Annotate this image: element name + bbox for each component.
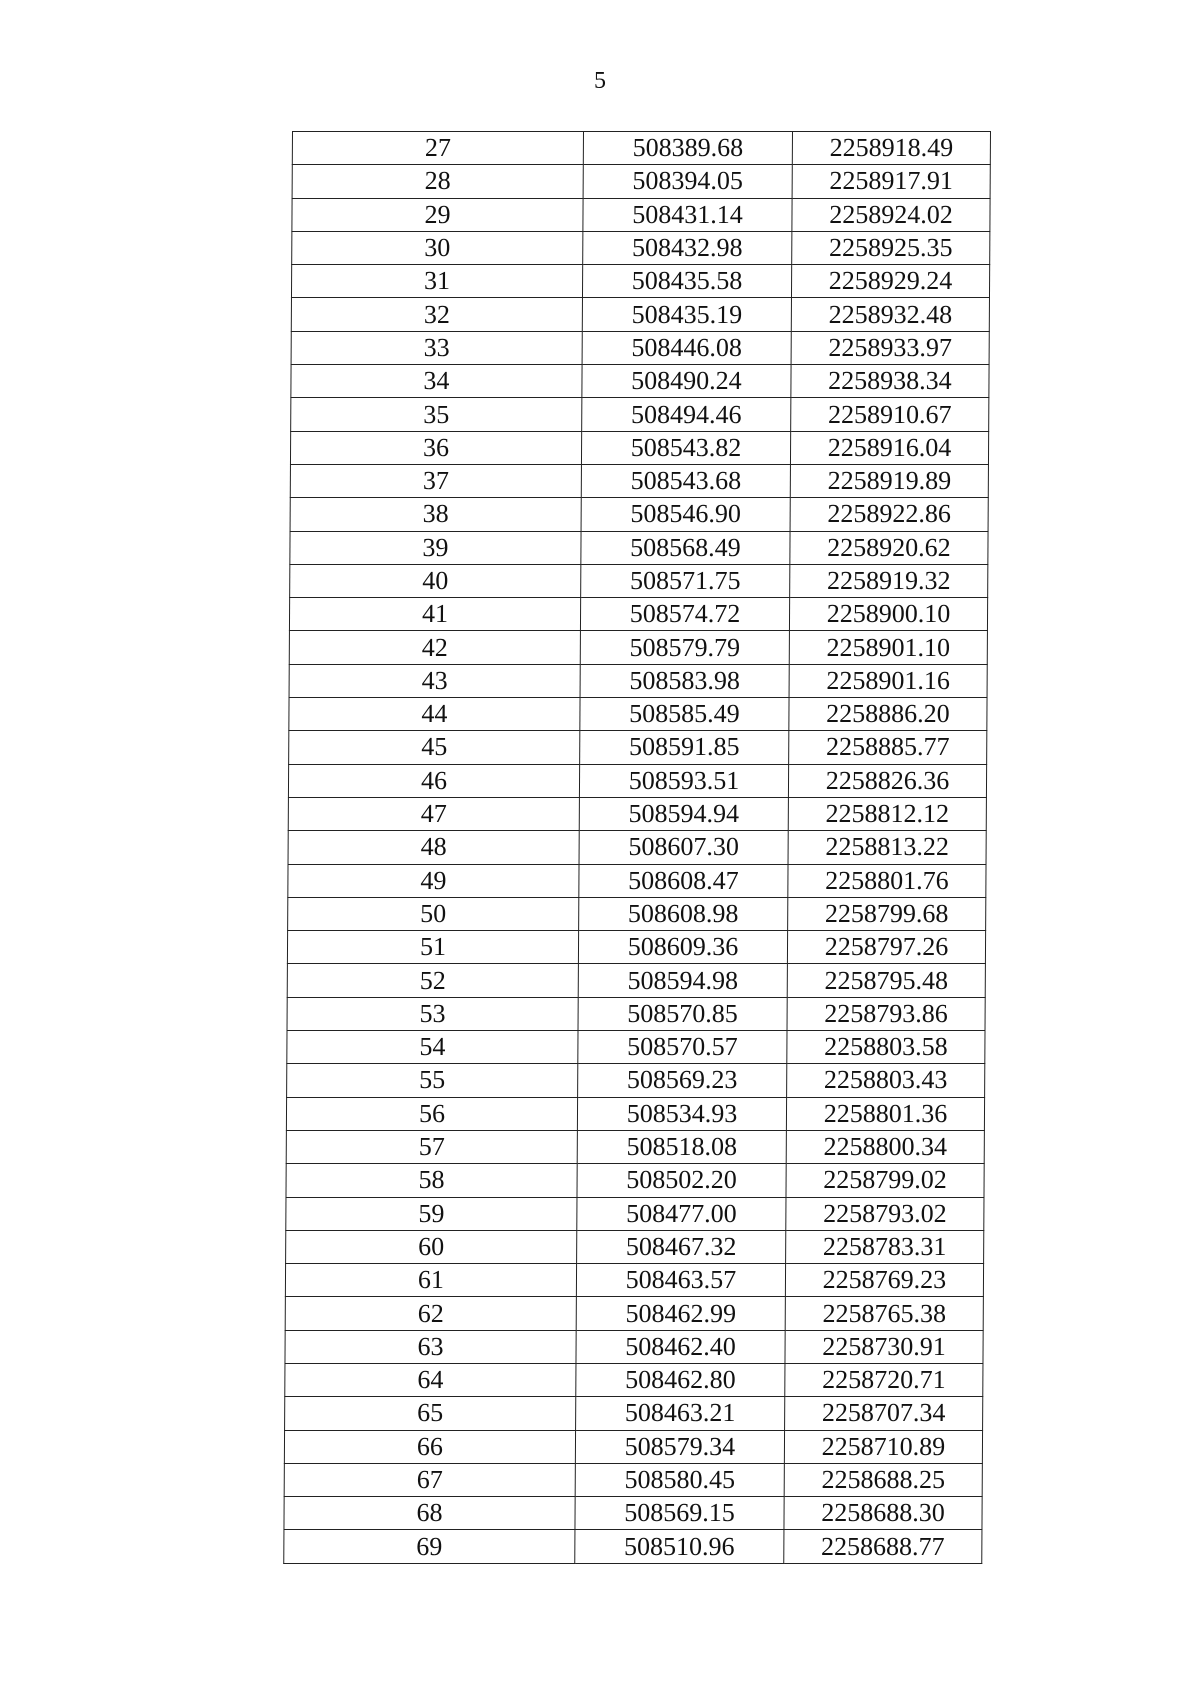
point-number-cell: 44: [289, 698, 580, 731]
table-row: [285, 1297, 983, 1330]
x-coordinate-cell: 508463.21: [576, 1397, 785, 1430]
point-number-cell: 67: [284, 1463, 575, 1496]
point-number-cell: 36: [290, 431, 581, 464]
y-coordinate-cell: 2258765.38: [785, 1297, 983, 1330]
y-coordinate-cell: 2258793.02: [786, 1197, 984, 1230]
x-coordinate-cell: 508543.68: [581, 464, 790, 497]
table-row: [287, 1064, 985, 1097]
y-coordinate-cell: 2258826.36: [788, 764, 986, 797]
y-coordinate-cell: 2258919.89: [790, 464, 988, 497]
x-coordinate-cell: 508432.98: [583, 231, 792, 264]
x-coordinate-cell: 508574.72: [580, 598, 789, 631]
y-coordinate-cell: 2258688.30: [784, 1497, 982, 1530]
y-coordinate-cell: 2258707.34: [785, 1397, 983, 1430]
y-coordinate-cell: 2258916.04: [790, 431, 988, 464]
point-number-cell: 58: [286, 1164, 577, 1197]
y-coordinate-cell: 2258901.16: [789, 664, 987, 697]
point-number-cell: 38: [290, 498, 581, 531]
point-number-cell: 39: [290, 531, 581, 564]
point-number-cell: 61: [285, 1264, 576, 1297]
table-row: [287, 964, 985, 997]
point-number-cell: 43: [289, 664, 580, 697]
table-row: [292, 198, 990, 231]
point-number-cell: 54: [287, 1031, 578, 1064]
point-number-cell: 32: [291, 298, 582, 331]
x-coordinate-cell: 508494.46: [582, 398, 791, 431]
x-coordinate-cell: 508490.24: [582, 365, 791, 398]
x-coordinate-cell: 508462.40: [576, 1330, 785, 1363]
y-coordinate-cell: 2258688.77: [784, 1530, 982, 1563]
point-number-cell: 59: [286, 1197, 577, 1230]
x-coordinate-cell: 508591.85: [580, 731, 789, 764]
point-number-cell: 35: [291, 398, 582, 431]
y-coordinate-cell: 2258783.31: [786, 1230, 984, 1263]
coordinates-table: [283, 131, 991, 1564]
table-row: [291, 365, 989, 398]
table-row: [288, 897, 986, 930]
table-row: [288, 831, 986, 864]
point-number-cell: 37: [290, 464, 581, 497]
x-coordinate-cell: 508467.32: [577, 1230, 786, 1263]
table-row: [290, 464, 988, 497]
point-number-cell: 60: [286, 1230, 577, 1263]
point-number-cell: 29: [292, 198, 583, 231]
x-coordinate-cell: 508593.51: [579, 764, 788, 797]
y-coordinate-cell: 2258932.48: [791, 298, 989, 331]
y-coordinate-cell: 2258795.48: [787, 964, 985, 997]
y-coordinate-cell: 2258922.86: [790, 498, 988, 531]
table-row: [292, 132, 990, 165]
point-number-cell: 42: [289, 631, 580, 664]
y-coordinate-cell: 2258793.86: [787, 997, 985, 1030]
point-number-cell: 68: [284, 1497, 575, 1530]
coordinates-table-body: [284, 132, 991, 1564]
y-coordinate-cell: 2258918.49: [792, 132, 990, 165]
x-coordinate-cell: 508462.80: [576, 1363, 785, 1396]
point-number-cell: 46: [288, 764, 579, 797]
point-number-cell: 62: [285, 1297, 576, 1330]
table-row: [286, 1164, 984, 1197]
x-coordinate-cell: 508435.58: [582, 265, 791, 298]
table-row: [289, 698, 987, 731]
table-row: [284, 1430, 982, 1463]
point-number-cell: 48: [288, 831, 579, 864]
point-number-cell: 41: [289, 598, 580, 631]
y-coordinate-cell: 2258929.24: [791, 265, 989, 298]
y-coordinate-cell: 2258938.34: [791, 365, 989, 398]
point-number-cell: 51: [287, 931, 578, 964]
x-coordinate-cell: 508431.14: [583, 198, 792, 231]
y-coordinate-cell: 2258803.43: [787, 1064, 985, 1097]
x-coordinate-cell: 508502.20: [577, 1164, 786, 1197]
point-number-cell: 27: [292, 132, 583, 165]
point-number-cell: 34: [291, 365, 582, 398]
x-coordinate-cell: 508463.57: [576, 1264, 785, 1297]
point-number-cell: 31: [291, 265, 582, 298]
x-coordinate-cell: 508583.98: [580, 664, 789, 697]
x-coordinate-cell: 508585.49: [580, 698, 789, 731]
table-row: [285, 1397, 983, 1430]
table-row: [289, 731, 987, 764]
table-row: [288, 797, 986, 830]
x-coordinate-cell: 508394.05: [583, 165, 792, 198]
table-row: [288, 764, 986, 797]
point-number-cell: 52: [287, 964, 578, 997]
table-row: [288, 864, 986, 897]
y-coordinate-cell: 2258901.10: [789, 631, 987, 664]
point-number-cell: 49: [288, 864, 579, 897]
y-coordinate-cell: 2258688.25: [784, 1463, 982, 1496]
table-row: [286, 1197, 984, 1230]
x-coordinate-cell: 508510.96: [575, 1530, 784, 1563]
x-coordinate-cell: 508518.08: [577, 1130, 786, 1163]
point-number-cell: 28: [292, 165, 583, 198]
y-coordinate-cell: 2258925.35: [792, 231, 990, 264]
table-row: [285, 1363, 983, 1396]
y-coordinate-cell: 2258917.91: [792, 165, 990, 198]
point-number-cell: 69: [284, 1530, 575, 1563]
page-number: 5: [594, 68, 606, 94]
y-coordinate-cell: 2258803.58: [787, 1031, 985, 1064]
x-coordinate-cell: 508571.75: [581, 564, 790, 597]
x-coordinate-cell: 508546.90: [581, 498, 790, 531]
table-row: [290, 531, 988, 564]
y-coordinate-cell: 2258812.12: [788, 797, 986, 830]
y-coordinate-cell: 2258920.62: [790, 531, 988, 564]
point-number-cell: 57: [286, 1130, 577, 1163]
x-coordinate-cell: 508580.45: [575, 1463, 784, 1496]
x-coordinate-cell: 508462.99: [576, 1297, 785, 1330]
table-row: [287, 997, 985, 1030]
x-coordinate-cell: 508446.08: [582, 331, 791, 364]
point-number-cell: 55: [287, 1064, 578, 1097]
x-coordinate-cell: 508608.47: [579, 864, 788, 897]
point-number-cell: 33: [291, 331, 582, 364]
y-coordinate-cell: 2258813.22: [788, 831, 986, 864]
table-row: [291, 398, 989, 431]
y-coordinate-cell: 2258801.36: [786, 1097, 984, 1130]
table-row: [289, 598, 987, 631]
x-coordinate-cell: 508568.49: [581, 531, 790, 564]
point-number-cell: 40: [290, 564, 581, 597]
y-coordinate-cell: 2258900.10: [789, 598, 987, 631]
x-coordinate-cell: 508608.98: [579, 897, 788, 930]
y-coordinate-cell: 2258800.34: [786, 1130, 984, 1163]
table-row: [291, 331, 989, 364]
x-coordinate-cell: 508594.98: [578, 964, 787, 997]
point-number-cell: 64: [285, 1363, 576, 1396]
table-row: [289, 631, 987, 664]
table-row: [292, 165, 990, 198]
point-number-cell: 66: [284, 1430, 575, 1463]
x-coordinate-cell: 508609.36: [578, 931, 787, 964]
point-number-cell: 45: [289, 731, 580, 764]
table-row: [285, 1330, 983, 1363]
x-coordinate-cell: 508579.79: [580, 631, 789, 664]
point-number-cell: 47: [288, 797, 579, 830]
point-number-cell: 56: [286, 1097, 577, 1130]
x-coordinate-cell: 508477.00: [577, 1197, 786, 1230]
y-coordinate-cell: 2258730.91: [785, 1330, 983, 1363]
point-number-cell: 53: [287, 997, 578, 1030]
table-row: [290, 498, 988, 531]
point-number-cell: 63: [285, 1330, 576, 1363]
x-coordinate-cell: 508569.23: [578, 1064, 787, 1097]
x-coordinate-cell: 508534.93: [577, 1097, 786, 1130]
x-coordinate-cell: 508570.57: [578, 1031, 787, 1064]
y-coordinate-cell: 2258710.89: [784, 1430, 982, 1463]
point-number-cell: 50: [288, 897, 579, 930]
y-coordinate-cell: 2258886.20: [789, 698, 987, 731]
table-row: [287, 931, 985, 964]
x-coordinate-cell: 508594.94: [579, 797, 788, 830]
table-row: [284, 1497, 982, 1530]
y-coordinate-cell: 2258799.68: [788, 897, 986, 930]
x-coordinate-cell: 508579.34: [575, 1430, 784, 1463]
y-coordinate-cell: 2258919.32: [790, 564, 988, 597]
table-row: [289, 664, 987, 697]
y-coordinate-cell: 2258799.02: [786, 1164, 984, 1197]
y-coordinate-cell: 2258933.97: [791, 331, 989, 364]
table-row: [284, 1530, 982, 1563]
x-coordinate-cell: 508570.85: [578, 997, 787, 1030]
y-coordinate-cell: 2258769.23: [785, 1264, 983, 1297]
y-coordinate-cell: 2258924.02: [792, 198, 990, 231]
table-row: [291, 298, 989, 331]
table-row: [285, 1264, 983, 1297]
y-coordinate-cell: 2258885.77: [789, 731, 987, 764]
x-coordinate-cell: 508389.68: [583, 132, 792, 165]
y-coordinate-cell: 2258910.67: [791, 398, 989, 431]
point-number-cell: 65: [285, 1397, 576, 1430]
table-row: [290, 431, 988, 464]
y-coordinate-cell: 2258797.26: [787, 931, 985, 964]
table-row: [287, 1031, 985, 1064]
table-row: [290, 564, 988, 597]
table-row: [291, 265, 989, 298]
y-coordinate-cell: 2258801.76: [788, 864, 986, 897]
x-coordinate-cell: 508569.15: [575, 1497, 784, 1530]
table-row: [286, 1097, 984, 1130]
x-coordinate-cell: 508543.82: [581, 431, 790, 464]
table-row: [286, 1130, 984, 1163]
y-coordinate-cell: 2258720.71: [785, 1363, 983, 1396]
table-row: [286, 1230, 984, 1263]
point-number-cell: 30: [292, 231, 583, 264]
table-row: [292, 231, 990, 264]
x-coordinate-cell: 508607.30: [579, 831, 788, 864]
table-row: [284, 1463, 982, 1496]
x-coordinate-cell: 508435.19: [582, 298, 791, 331]
